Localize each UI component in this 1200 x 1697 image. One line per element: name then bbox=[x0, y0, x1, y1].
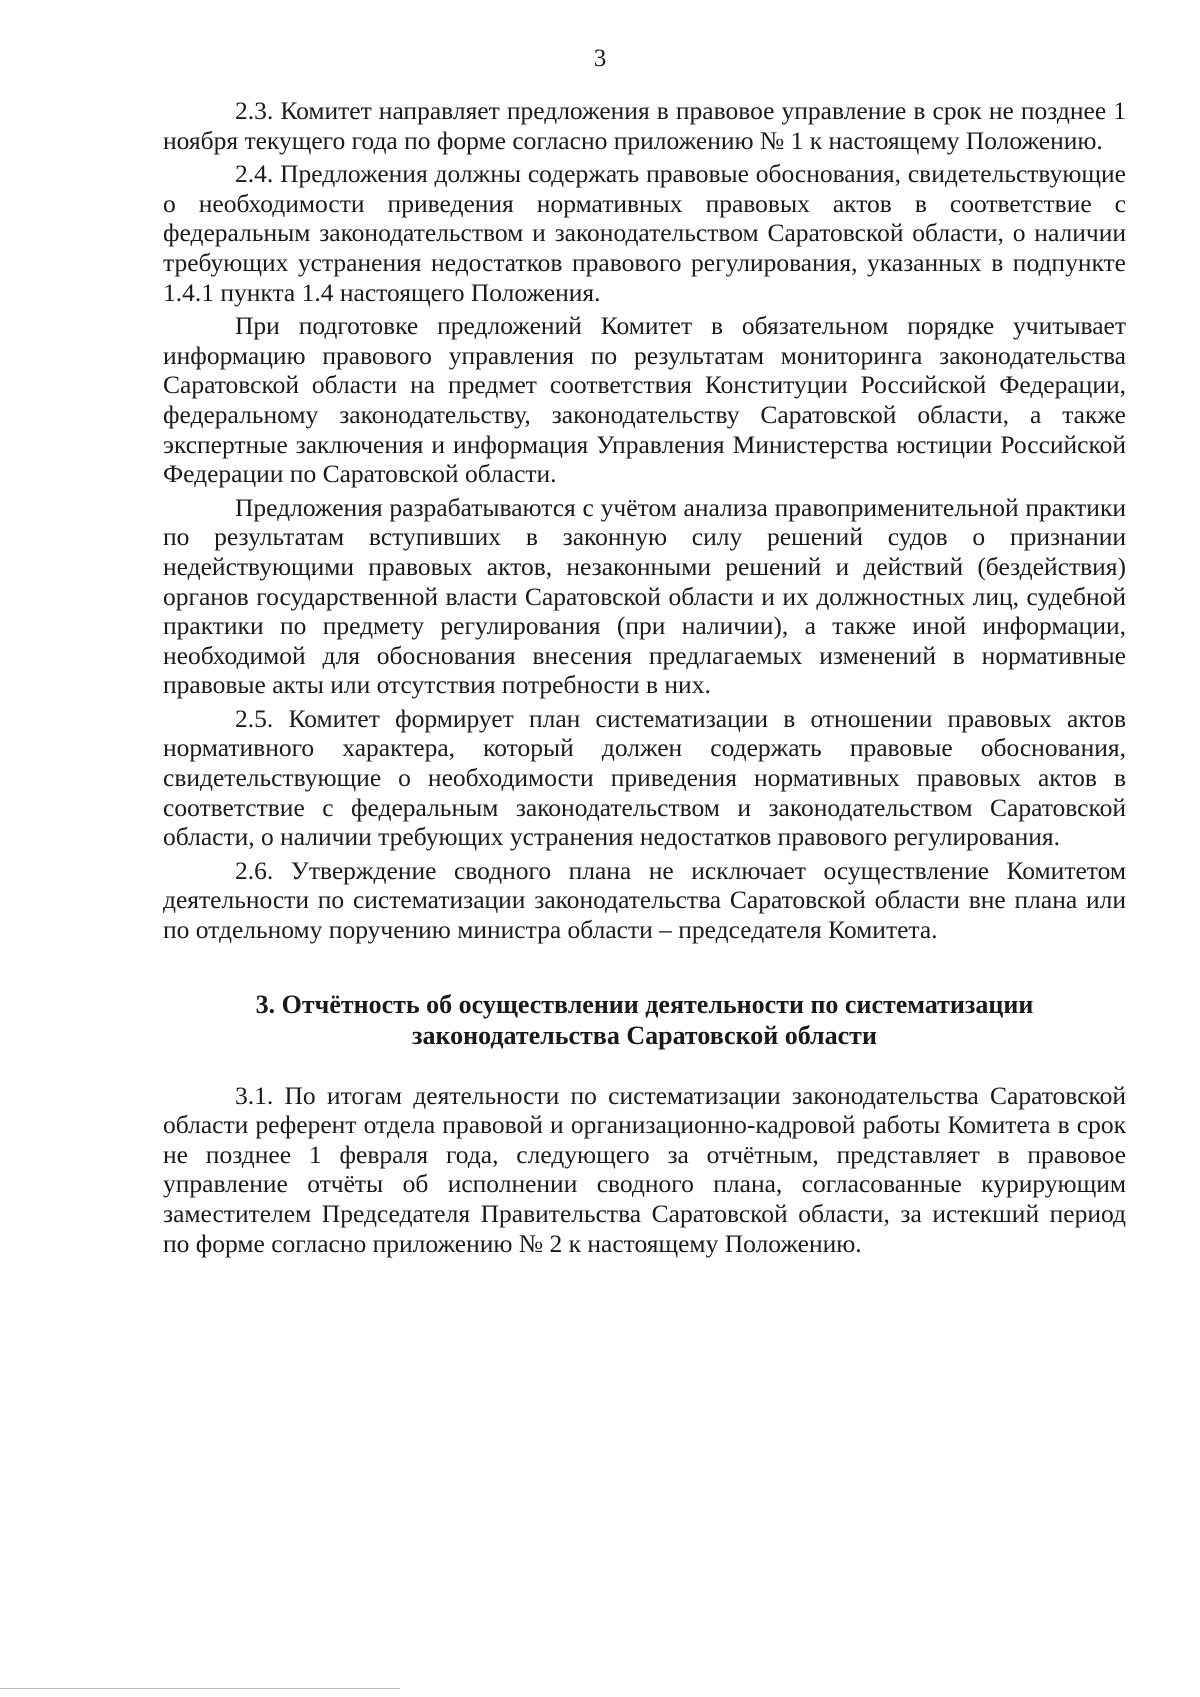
paragraph-2-5: 2.5. Комитет формирует план систематизации в отношении правовых актов нормативного характера, который должен содержать правовые обоснования, свидетельствующие о необходимости приведения нормативных правовых актов в соответствие с федеральным законодательством и законодательством Саратовской области, о наличии требующих устранения недостатков правового регулирования. bbox=[163, 703, 1126, 852]
paragraph-3-1: 3.1. По итогам деятельности по систематизации законодательства Саратовской области референт отдела правовой и организационно-кадровой работы Комитета в срок не позднее 1 февраля года, следующего за отчётным, представляет в правовое управление отчёты об исполнении сводного плана, согласованные курирующим заместителем Председателя Правительства Саратовской области, за истекший период по форме согласно приложению № 2 к настоящему Положению. bbox=[163, 1080, 1126, 1258]
paragraph-preparation: При подготовке предложений Комитет в обязательном порядке учитывает информацию правового управления по результатам мониторинга законодательства Саратовской области на предмет соответствия Конституции Российской Федерации, федеральному законодательству, законодательству Саратовской области, а также экспертные заключения и информация Управления Министерства юстиции Российской Федерации по Саратовской области. bbox=[163, 311, 1126, 489]
section-heading-line-2: законодательства Саратовской области bbox=[412, 1020, 877, 1050]
paragraph-2-4: 2.4. Предложения должны содержать правовые обоснования, свидетельствующие о необходимости приведения нормативных правовых актов в соответствие с федеральным законодательством и законодательством Саратовской области, о наличии требующих устранения недостатков правового регулирования, указанных в подпункте 1.4.1 пункта 1.4 настоящего Положения. bbox=[163, 159, 1126, 307]
section-heading-line-1: 3. Отчётность об осуществлении деятельности по систематизации bbox=[255, 989, 1034, 1019]
paragraph-2-6: 2.6. Утверждение сводного плана не исключает осуществление Комитетом деятельности по систематизации законодательства Саратовской области вне плана или по отдельному поручению министра области – председателя Комитета. bbox=[163, 855, 1126, 945]
document-body bbox=[163, 96, 1126, 1262]
paragraph-2-3: 2.3. Комитет направляет предложения в правовое управление в срок не позднее 1 ноября текущего года по форме согласно приложению № 1 к настоящему Положению. bbox=[163, 96, 1126, 155]
footer-rule bbox=[0, 1688, 400, 1689]
section-heading bbox=[163, 989, 1126, 1051]
paragraph-practice-analysis: Предложения разрабатываются с учётом анализа правоприменительной практики по результатам вступивших в законную силу решений судов о признании недействующими правовых актов, незаконными решений и действий (бездействия) органов государственной власти Саратовской области и их должностных лиц, судебной практики по предмету регулирования (при наличии), а также иной информации, необходимой для обоснования внесения предлагаемых изменений в нормативные правовые акты или отсутствия потребности в них. bbox=[163, 492, 1126, 700]
page-number: 3 bbox=[593, 45, 607, 72]
